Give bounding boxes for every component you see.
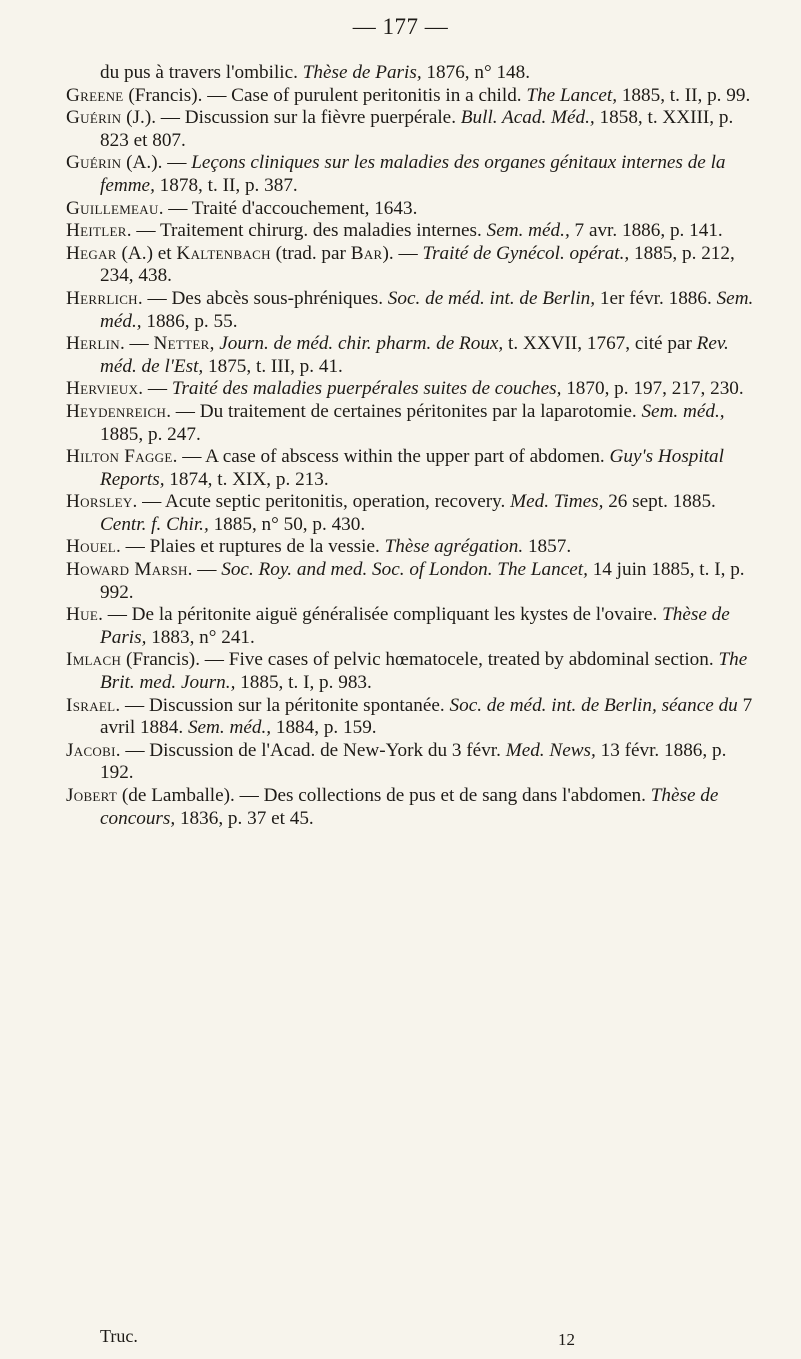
entry-source-title: Rev. méd. de l'Est,: [100, 333, 729, 377]
entry-source-title: Soc. Roy. and med. Soc. of London. The Lancet,: [221, 559, 588, 581]
entry-author: Guérin: [66, 152, 122, 174]
entry-text: . — Du traitement de certaines péritonites par la laparotomie.: [166, 400, 642, 422]
entry-source-title: Soc. de méd. int. de Berlin,: [387, 287, 596, 309]
entry-source-title: Thèse de Paris,: [100, 604, 730, 648]
entry-source-title: Med. News,: [505, 739, 596, 761]
entry-text: . — Des abcès sous-phréniques.: [137, 287, 388, 309]
entry-source-title: Sem. méd.,: [486, 220, 570, 242]
entry-text: 1876, n° 148.: [421, 62, 531, 83]
entry-author: Netter: [153, 333, 210, 355]
entry-text: . —: [119, 333, 154, 355]
entry-text: (A.). —: [121, 152, 192, 174]
entry-text: 7 avr. 1886, p. 141.: [569, 220, 723, 242]
bibliography-entry: [66, 288, 756, 333]
entry-text: 1885, t. I, p. 983.: [235, 672, 372, 694]
entry-text: . — Traitement chirurg. des maladies internes.: [126, 220, 487, 242]
entry-source-title: Traité des maladies puerpérales suites de couches,: [171, 378, 562, 400]
entry-source-title: Leçons cliniques sur les maladies des organes génitaux internes de la femme,: [100, 152, 726, 196]
entry-source-title: The Brit. med. Journ.,: [100, 649, 748, 694]
bibliography-entry: [66, 604, 756, 649]
entry-source-title: Bull. Acad. Méd.,: [460, 107, 595, 129]
entry-text: 1885, p. 247.: [100, 423, 201, 445]
entry-text: 14 juin 1885, t. I, p. 992.: [100, 559, 745, 603]
bibliography-entry: [66, 785, 756, 830]
entry-author: Hilton Fagge: [66, 446, 173, 468]
bibliography-entry: [66, 85, 756, 108]
entry-text: 1883, n° 241.: [146, 626, 255, 648]
entry-author: Jobert: [66, 785, 118, 806]
entry-author: Howard Marsh: [66, 559, 188, 581]
entry-text: ). —: [382, 242, 423, 264]
entry-source-title: Traité de Gynécol. opérat.,: [422, 242, 630, 264]
entry-text: . — De la péritonite aiguë généralisée compliquant les kystes de l'ovaire.: [98, 604, 663, 626]
bibliography-entry: [66, 446, 756, 491]
bibliography-list: [66, 62, 756, 830]
bibliography-entry: [66, 559, 756, 604]
entry-author: Imlach: [66, 649, 122, 671]
entry-text: 1858, t. XXIII, p. 823 et 807.: [100, 107, 734, 151]
entry-text: . —: [138, 378, 172, 400]
entry-author: Heydenreich: [66, 400, 167, 422]
entry-text: ,: [209, 333, 220, 355]
entry-text: 7 avril 1884.: [100, 694, 753, 739]
entry-source-title: Guy's Hospital Reports,: [100, 446, 724, 490]
bibliography-entry: [66, 198, 756, 221]
entry-author: Hervieux: [66, 378, 139, 400]
entry-text: 1836, p. 37 et 45.: [175, 807, 314, 829]
entry-author: Hegar: [66, 242, 117, 264]
entry-text: 1874, t. XIX, p. 213.: [164, 468, 329, 490]
entry-text: 1885, n° 50, p. 430.: [208, 513, 366, 535]
entry-text: (Francis). — Five cases of pelvic hœmatocele, treated by abdominal section.: [121, 649, 719, 671]
bibliography-entry: [66, 536, 756, 559]
entry-text: . —: [187, 559, 222, 581]
entry-author: Herrlich: [66, 287, 138, 309]
bibliography-entry: [66, 62, 756, 85]
entry-source-title: Thèse de Paris,: [302, 62, 422, 83]
entry-text: 1886, p. 55.: [141, 310, 238, 332]
entry-text: 1875, t. III, p. 41.: [203, 355, 343, 377]
entry-source-title: Thèse de concours,: [100, 785, 719, 829]
signature-mark: Truc.: [100, 1326, 138, 1346]
page-footer: [66, 1326, 666, 1352]
entry-text: du pus à travers l'ombilic.: [100, 62, 303, 83]
entry-text: (de Lamballe). — Des collections de pus et de sang dans l'abdomen.: [117, 785, 651, 806]
entry-author: Israel: [66, 694, 116, 716]
entry-text: . — Discussion de l'Acad. de New-York du 3 févr.: [115, 739, 506, 761]
bibliography-entry: [66, 333, 756, 378]
entry-text: (Francis). — Case of purulent peritonitis in a child.: [123, 84, 527, 106]
gathering-number: 12: [558, 1330, 575, 1349]
entry-author: Guérin: [66, 107, 122, 129]
entry-source-title: Thèse agrégation.: [384, 536, 524, 558]
entry-source-title: Sem. méd.,: [641, 400, 725, 422]
entry-source-title: Sem. méd.,: [187, 717, 272, 739]
bibliography-entry: [66, 491, 756, 536]
page-number-header: — 177 —: [352, 14, 449, 39]
entry-text: (J.). — Discussion sur la fièvre puerpérale.: [121, 107, 461, 129]
entry-author: Greene: [66, 84, 124, 106]
entry-text: 1857.: [523, 536, 572, 558]
bibliography-entry: [66, 378, 756, 401]
entry-text: 1885, t. II, p. 99.: [617, 84, 751, 106]
bibliography-entry: [66, 152, 756, 197]
entry-author: Bar: [350, 242, 383, 264]
entry-author: Hue: [66, 604, 99, 626]
entry-author: Houel: [66, 536, 117, 558]
entry-text: . — Discussion sur la péritonite spontanée.: [115, 694, 450, 716]
entry-author: Guillemeau: [66, 197, 159, 219]
entry-author: Kaltenbach: [176, 242, 271, 264]
entry-text: 1870, p. 197, 217, 230.: [561, 378, 744, 400]
entry-source-title: Centr. f. Chir.,: [100, 513, 209, 535]
entry-source-title: The Lancet,: [526, 84, 618, 106]
bibliography-entry: [66, 401, 756, 446]
entry-source-title: Sem. méd.,: [100, 287, 754, 332]
entry-text: 1er févr. 1886.: [595, 287, 717, 309]
entry-source-title: Soc. de méd. int. de Berlin, séance du: [449, 694, 738, 716]
entry-text: 26 sept. 1885.: [603, 491, 716, 513]
bibliography-entry: [66, 107, 756, 152]
bibliography-entry: [66, 220, 756, 243]
entry-author: Herlin: [66, 333, 120, 355]
entry-text: . — A case of abscess within the upper part of abdomen.: [172, 446, 610, 468]
entry-source-title: Journ. de méd. chir. pharm. de Roux,: [219, 333, 504, 355]
entry-text: 1884, p. 159.: [271, 717, 377, 739]
entry-text: (trad. par: [270, 242, 351, 264]
entry-text: 13 févr. 1886, p. 192.: [100, 739, 727, 784]
entry-author: Heitler: [66, 220, 127, 242]
entry-text: . — Traité d'accouchement, 1643.: [158, 197, 418, 219]
bibliography-entry: [66, 740, 756, 785]
entry-text: t. XXVII, 1767, cité par: [503, 333, 697, 355]
entry-text: 1878, t. II, p. 387.: [154, 174, 298, 196]
entry-text: 1885, p. 212, 234, 438.: [100, 242, 735, 287]
bibliography-entry: [66, 649, 756, 694]
entry-text: (A.) et: [116, 242, 177, 264]
entry-text: . — Plaies et ruptures de la vessie.: [116, 536, 385, 558]
entry-text: . — Acute septic peritonitis, operation, recovery.: [132, 491, 511, 513]
bibliography-entry: [66, 243, 756, 288]
bibliography-entry: [66, 695, 756, 740]
entry-author: Jacobi: [66, 739, 116, 761]
entry-author: Horsley: [66, 491, 133, 513]
entry-source-title: Med. Times,: [510, 491, 604, 513]
